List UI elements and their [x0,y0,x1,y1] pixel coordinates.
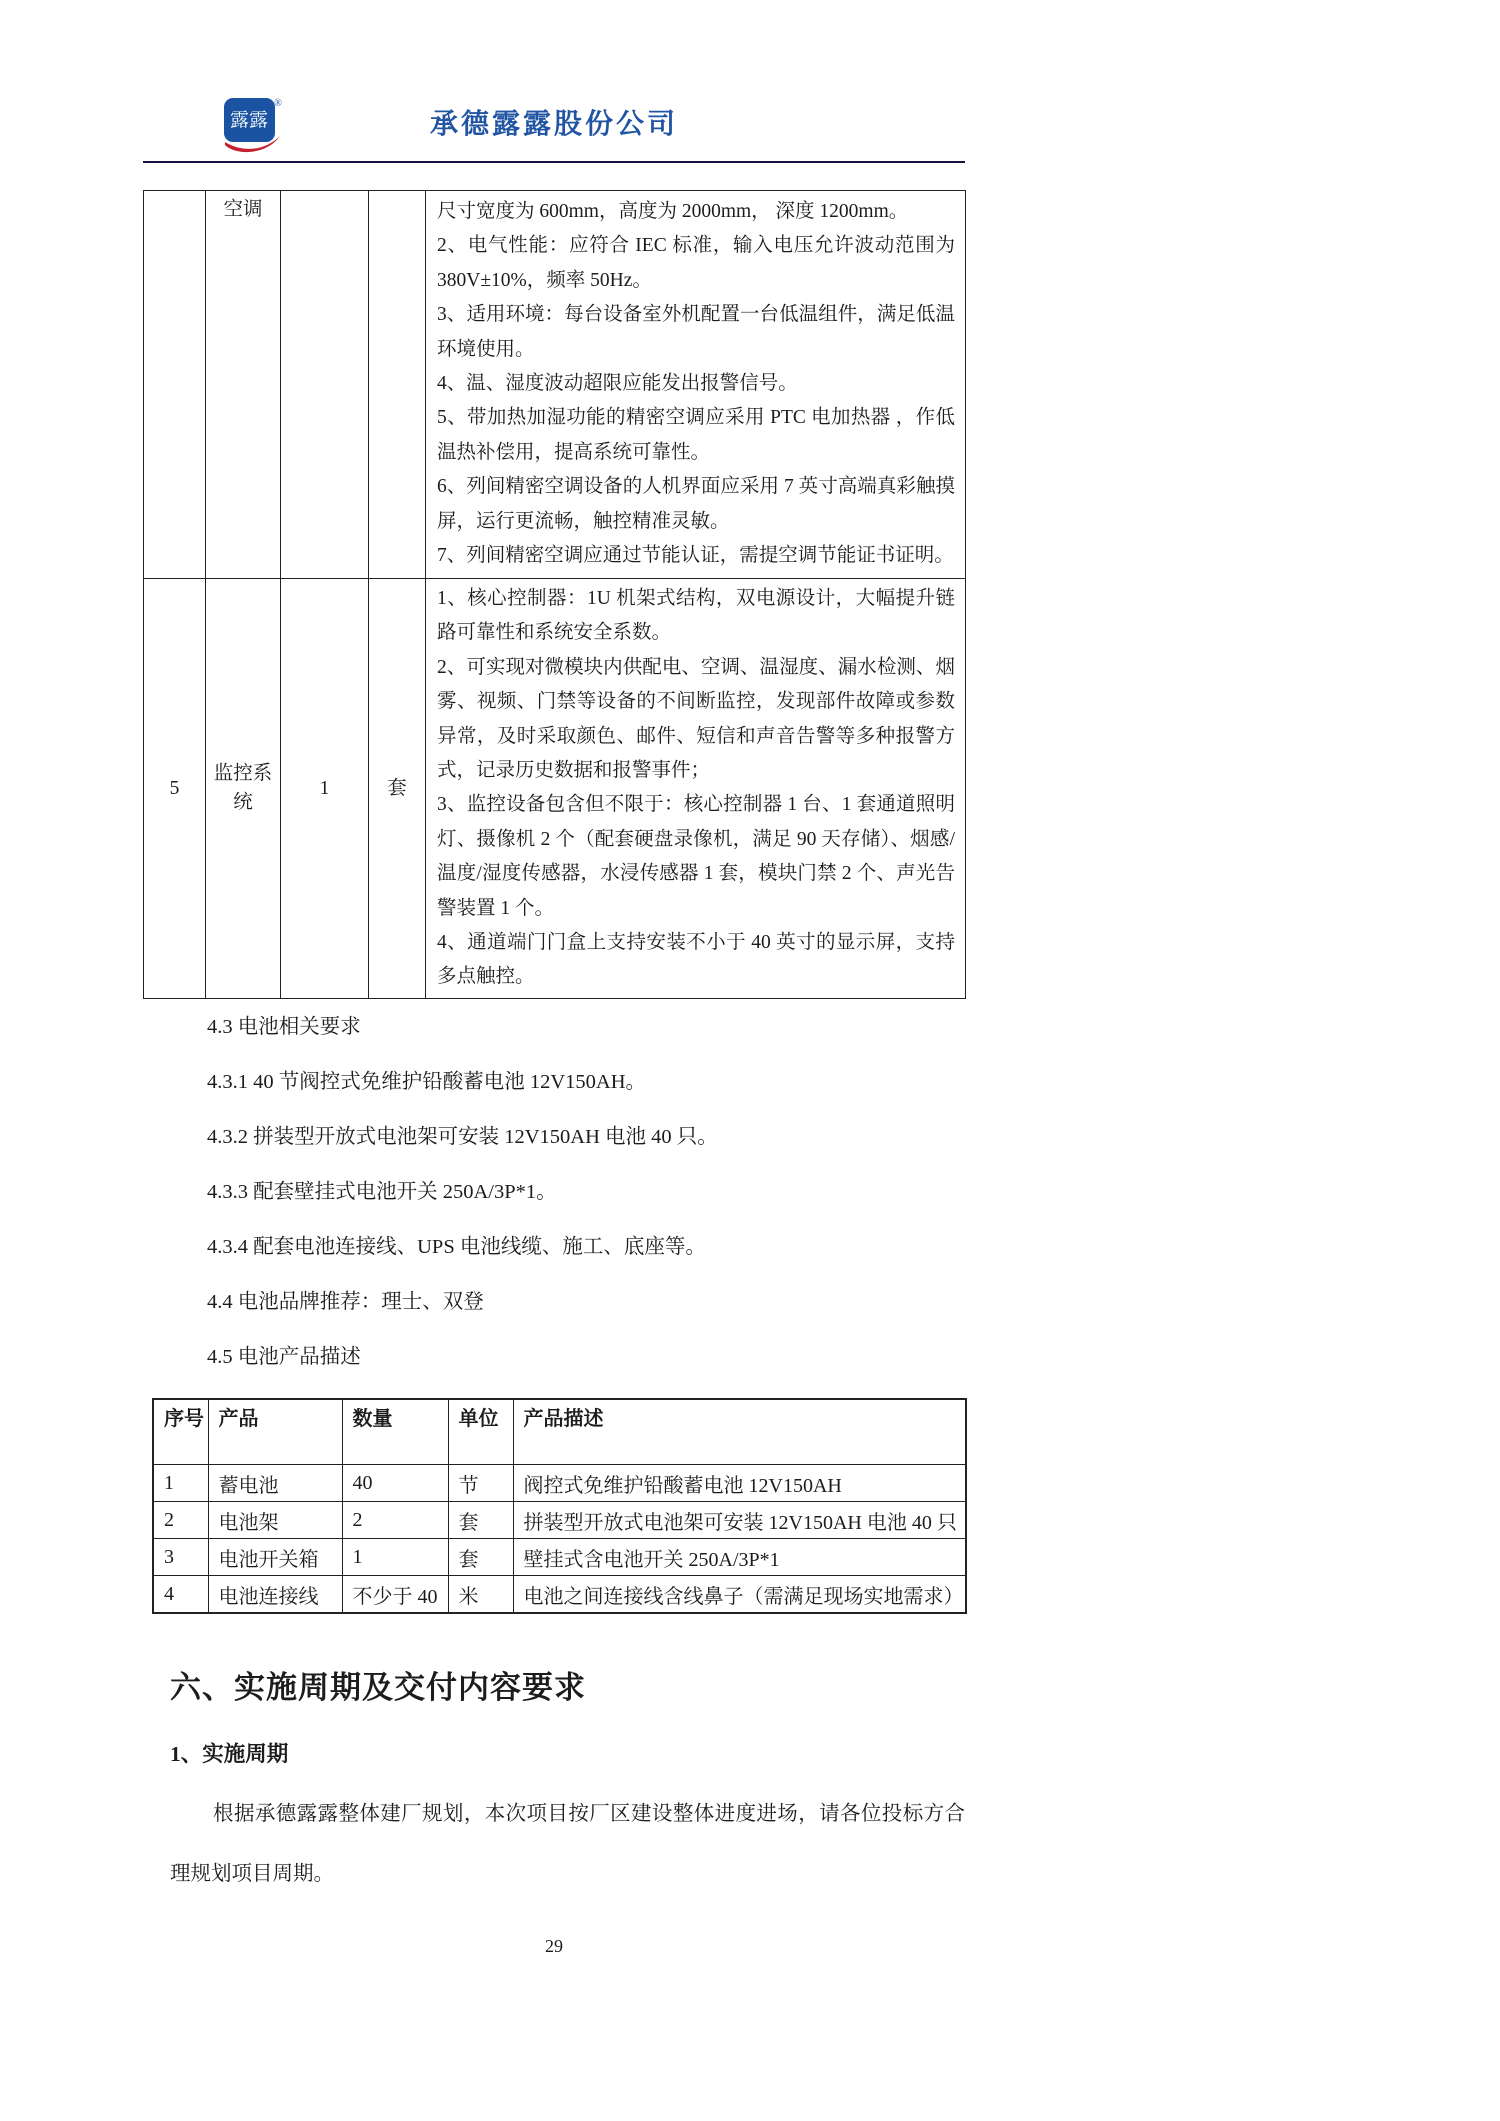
table-header-row [153,1399,966,1465]
cell-no: 3 [153,1539,208,1576]
section-item: 4.4 电池品牌推荐：理士、双登 [207,1290,484,1313]
cell-unit: 套 [369,579,426,999]
desc-line: 2、可实现对微模块内供配电、空调、温湿度、漏水检测、烟雾、视频、门禁等设备的不间断监控，发现部件故障或参数异常，及时采取颜色、邮件、短信和声音告警等多种报警方式，记录历史数据和报警事件； [437,656,955,782]
desc-line: 4、通道端门门盒上支持安装不小于 40 英寸的显示屏，支持多点触控。 [437,932,955,988]
section-item: 4.3.3 配套壁挂式电池开关 250A/3P*1。 [207,1180,557,1203]
desc-line: 3、监控设备包含但不限于：核心控制器 1 台、1 套通道照明灯、摄像机 2 个（配套硬盘录像机，满足 90 天存储）、烟感/温度/湿度传感器，水浸传感器 1 套，模块门禁 2 个、声光告警装置 1 个。 [437,794,955,919]
cell-description: 壁挂式含电池开关 250A/3P*1 [513,1539,966,1576]
subsection-title: 1、实施周期 [170,1741,289,1766]
cell-unit: 套 [448,1539,513,1576]
desc-line: 5、带加热加湿功能的精密空调应采用 PTC 电加热器 ，作低温热补偿用，提高系统可靠性。 [437,407,955,463]
registered-mark: ® [274,98,282,109]
cell-product: 电池架 [208,1502,342,1539]
cell-qty: 不少于 40 [342,1576,448,1613]
cell-unit [369,191,426,579]
cell-product: 电池开关箱 [208,1539,342,1576]
cell-description: 阀控式免维护铅酸蓄电池 12V150AH [513,1465,966,1502]
page-header [143,0,965,163]
cell-qty: 2 [342,1502,448,1539]
cell-no: 4 [153,1576,208,1613]
lulu-logo-icon [221,93,285,155]
table-row-air-conditioner [144,191,966,579]
table-row [153,1502,966,1539]
page-number: 29 [545,1936,563,1956]
cell-no: 2 [153,1502,208,1539]
cell-product: 电池连接线 [208,1576,342,1613]
section-item: 4.3 电池相关要求 [207,1015,361,1038]
header-qty: 数量 [342,1399,448,1465]
header-unit: 单位 [448,1399,513,1465]
cell-product: 空调 [206,191,281,579]
lulu-logo [221,93,285,155]
table-row-monitoring-system [144,579,966,999]
desc-line: 6、列间精密空调设备的人机界面应采用 7 英寸高端真彩触摸屏，运行更流畅，触控精准灵敏。 [437,476,955,532]
desc-line: 7、列间精密空调应通过节能认证，需提空调节能证书证明。 [437,545,954,567]
cell-description: 拼装型开放式电池架可安装 12V150AH 电池 40 只 [513,1502,966,1539]
section-item: 4.3.2 拼装型开放式电池架可安装 12V150AH 电池 40 只。 [207,1125,718,1148]
body-paragraph: 根据承德露露整体建厂规划，本次项目按厂区建设整体进度进场，请各位投标方合理规划项目周期。 [170,1802,965,1885]
header-description: 产品描述 [513,1399,966,1465]
cell-product: 监控系统 [206,579,281,999]
page-content [143,0,965,1956]
cell-no: 1 [153,1465,208,1502]
cell-description [426,191,966,579]
cell-no [144,191,206,579]
desc-line: 尺寸宽度为 600mm，高度为 2000mm， 深度 1200mm。 [437,201,909,222]
section-item: 4.3.1 40 节阀控式免维护铅酸蓄电池 12V150AH。 [207,1070,647,1093]
cell-qty: 1 [342,1539,448,1576]
section-item: 4.5 电池产品描述 [207,1345,361,1368]
battery-products-table [152,1398,967,1614]
equipment-spec-table [143,190,966,999]
desc-line: 4、温、湿度波动超限应能发出报警信号。 [437,373,798,395]
desc-line: 2、电气性能：应符合 IEC 标准，输入电压允许波动范围为 380V±10%，频率 50Hz。 [437,235,955,291]
cell-no: 5 [144,579,206,999]
desc-line: 1、核心控制器：1U 机架式结构，双电源设计，大幅提升链路可靠性和系统安全系数。 [437,588,955,644]
cell-qty [281,191,369,579]
table-row [153,1539,966,1576]
cell-unit: 套 [448,1502,513,1539]
cell-unit: 节 [448,1465,513,1502]
cell-unit: 米 [448,1576,513,1613]
table-row [153,1576,966,1613]
desc-line: 3、适用环境：每台设备室外机配置一台低温组件，满足低温环境使用。 [437,304,955,360]
table-row [153,1465,966,1502]
chapter-title: 六、实施周期及交付内容要求 [170,1669,586,1705]
header-product: 产品 [208,1399,342,1465]
cell-qty: 1 [281,579,369,999]
logo-characters: 露露 [229,110,269,131]
cell-description: 电池之间连接线含线鼻子（需满足现场实地需求） [513,1576,966,1613]
battery-requirements-sections [207,1013,965,1372]
section-item: 4.3.4 配套电池连接线、UPS 电池线缆、施工、底座等。 [207,1235,706,1258]
company-title: 承德露露股份公司 [429,108,678,139]
header-no: 序号 [153,1399,208,1465]
cell-description [426,579,966,999]
cell-qty: 40 [342,1465,448,1502]
cell-product: 蓄电池 [208,1465,342,1502]
